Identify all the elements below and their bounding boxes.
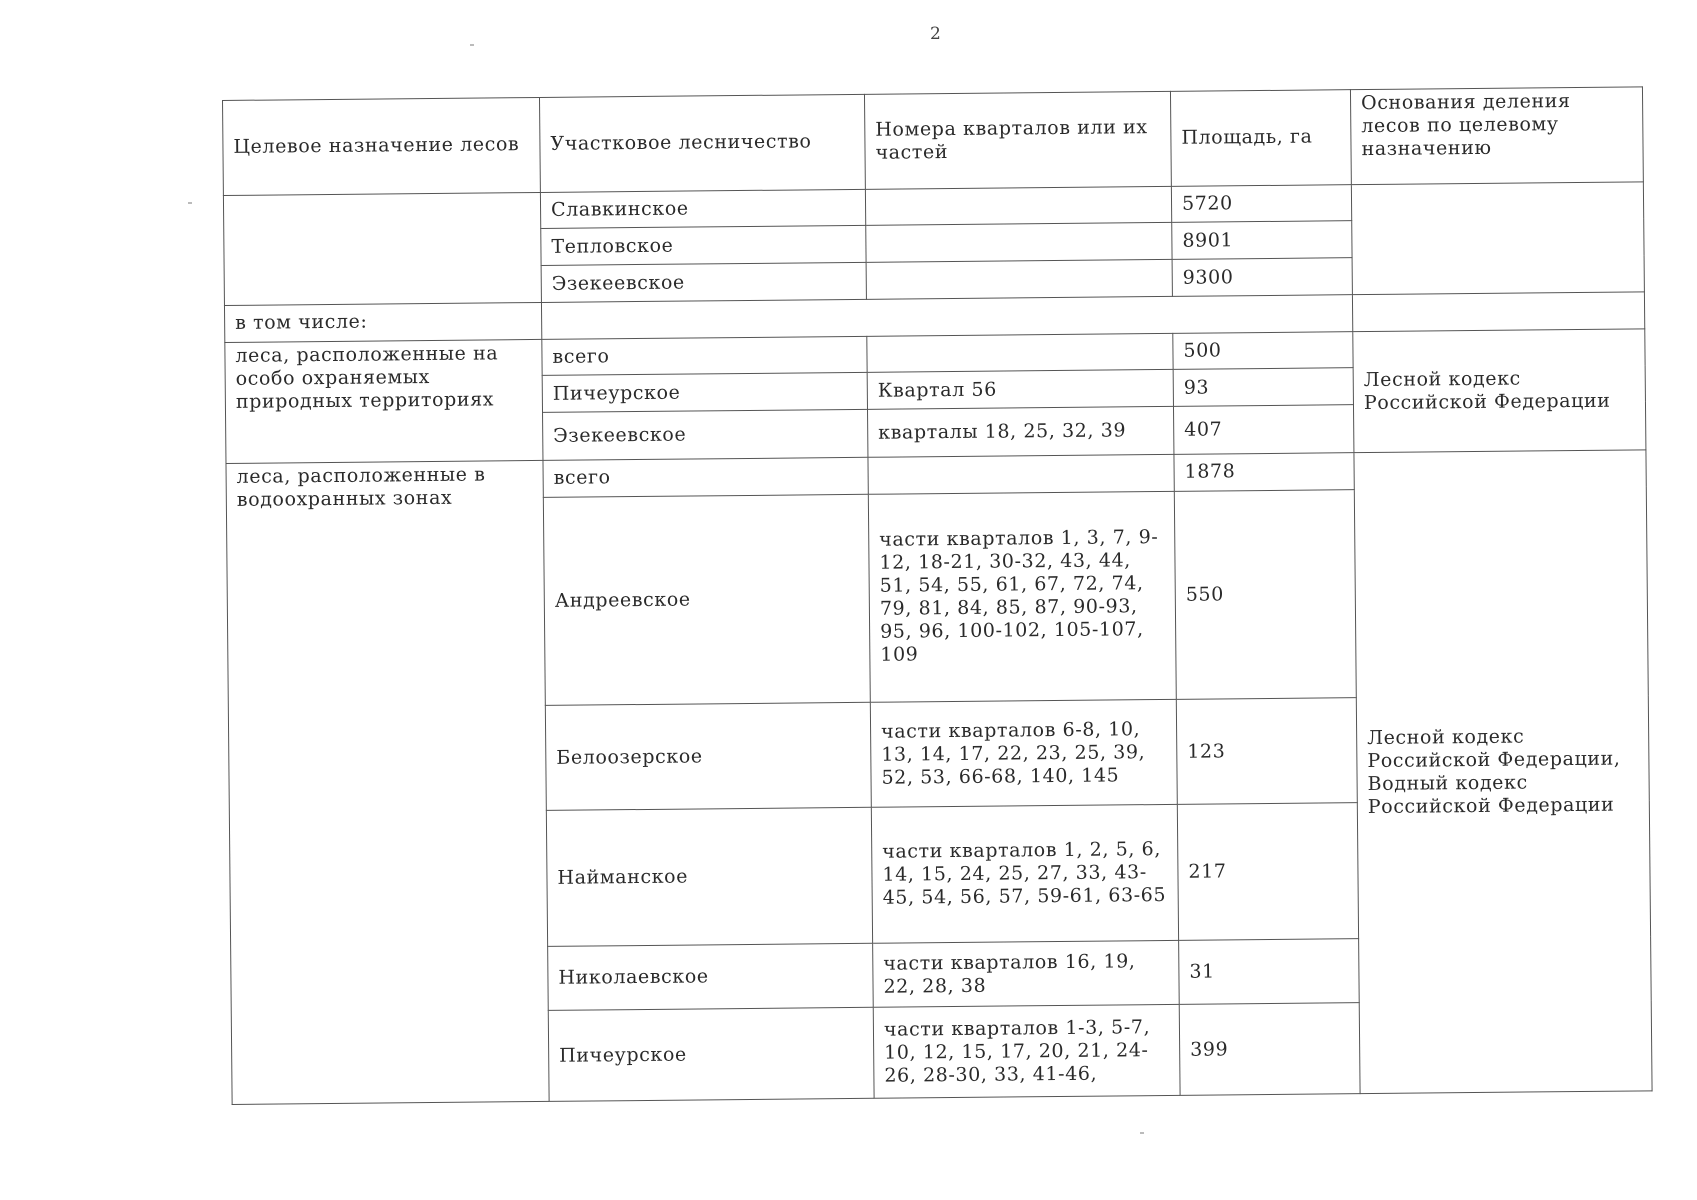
table-header-row: [223, 87, 1644, 195]
quarters-cell: [867, 333, 1173, 373]
quarters-cell: части кварталов 1, 2, 5, 6, 14, 15, 24, 25, 27, 33, 43-45, 54, 56, 57, 59-61, 63-65: [871, 805, 1178, 943]
basis-cell-empty: [1351, 182, 1644, 295]
area-cell: 31: [1179, 939, 1360, 1005]
forestry-cell: Пичеурское: [548, 1007, 874, 1101]
quarters-cell: части кварталов 6-8, 10, 13, 14, 17, 22, 23, 25, 39, 52, 53, 66-68, 140, 145: [870, 700, 1177, 808]
scan-speck: [1140, 1132, 1144, 1134]
area-cell: 9300: [1172, 258, 1352, 296]
area-cell: 5720: [1171, 184, 1351, 222]
forestry-cell: Пичеурское: [542, 373, 867, 413]
quarters-cell: [868, 454, 1174, 494]
including-label: в том числе:: [224, 302, 541, 342]
forestry-cell: Эзекеевское: [541, 262, 866, 302]
forest-purpose-table: [222, 86, 1653, 1105]
purpose-cell: леса, расположенные в водоохранных зонах: [226, 460, 549, 1104]
forestry-cell: Николаевское: [548, 943, 874, 1010]
header-purpose: Целевое назначение лесов: [223, 97, 541, 195]
header-quarters: Номера кварталов или их частей: [864, 91, 1171, 189]
quarters-cell: [866, 223, 1172, 263]
scan-speck: [470, 44, 474, 46]
purpose-cell: леса, расположенные на особо охраняемых природных территориях: [225, 339, 543, 463]
forestry-cell: Эзекеевское: [543, 409, 868, 460]
quarters-cell: кварталы 18, 25, 32, 39: [867, 406, 1173, 457]
forestry-cell: Белоозерское: [545, 703, 871, 811]
quarters-cell: [866, 260, 1172, 300]
basis-cell: Лесной кодекс Российской Федерации, Водный кодекс Российской Федерации: [1354, 450, 1652, 1094]
forestry-cell: Андреевское: [543, 494, 870, 706]
area-cell: 93: [1173, 368, 1353, 406]
area-cell: 500: [1173, 331, 1353, 369]
header-basis: Основания деления лесов по целевому назначению: [1350, 87, 1643, 185]
forestry-cell: Славкинское: [540, 189, 865, 229]
header-area: Площадь, га: [1170, 90, 1351, 187]
area-cell: 8901: [1172, 221, 1352, 259]
area-cell: 399: [1179, 1003, 1360, 1096]
quarters-cell: Квартал 56: [867, 370, 1173, 410]
scan-speck: [188, 202, 192, 204]
including-basis-empty: [1352, 292, 1644, 331]
area-cell: 217: [1177, 803, 1358, 940]
forestry-cell: всего: [543, 457, 868, 497]
area-cell: 550: [1174, 489, 1356, 700]
quarters-cell: [865, 186, 1171, 226]
purpose-cell-empty: [223, 192, 541, 305]
area-cell: 1878: [1174, 452, 1354, 490]
area-cell: 407: [1173, 405, 1353, 455]
header-forestry: Участковое лесничество: [539, 94, 865, 192]
basis-cell: Лесной кодекс Российской Федерации: [1353, 328, 1646, 452]
forestry-cell: Тепловское: [541, 226, 866, 266]
quarters-cell: части кварталов 16, 19, 22, 28, 38: [873, 940, 1180, 1007]
page-number: 2: [930, 24, 941, 44]
forestry-cell: всего: [542, 336, 867, 376]
quarters-cell: части кварталов 1-3, 5-7, 10, 12, 15, 17, 20, 21, 24-26, 28-30, 33, 41-46,: [873, 1005, 1180, 1099]
forestry-cell: Наймaнское: [546, 808, 872, 947]
quarters-cell: части кварталов 1, 3, 7, 9-12, 18-21, 30-32, 43, 44, 51, 54, 55, 61, 67, 72, 74, 79, 81, 84, 85, 87, 90-93, 95, 96, 100-102, 105-107, 109: [868, 491, 1176, 703]
area-cell: 123: [1176, 698, 1357, 805]
